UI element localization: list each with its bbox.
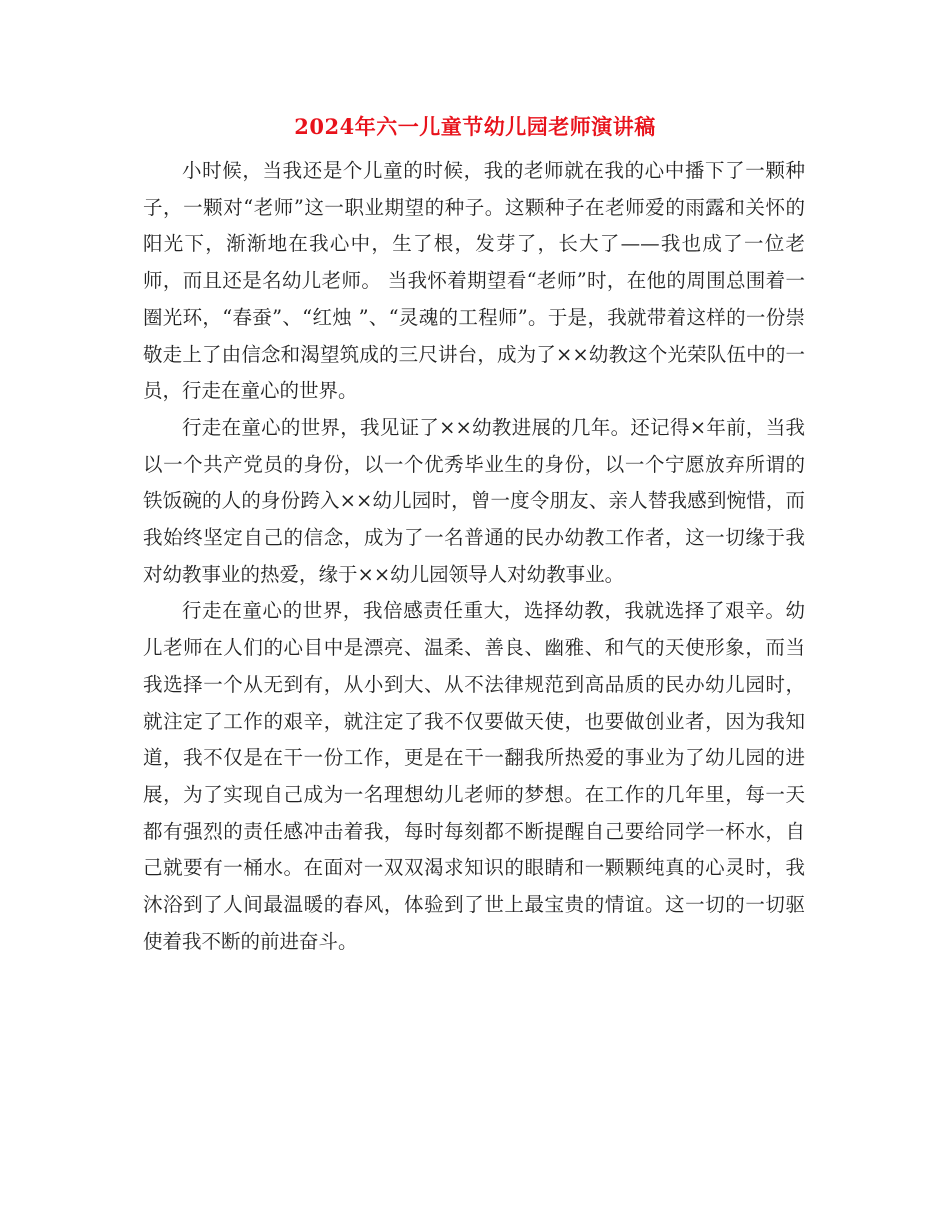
document-title: 2024年六一儿童节幼儿园老师演讲稿 (294, 114, 656, 139)
paragraph: 行走在童心的世界，我见证了××幼教进展的几年。还记得×年前，当我以一个共产党员的身份，以一个优秀毕业生的身份，以一个宁愿放弃所谓的铁饭碗的人的身份跨入××幼儿园时，曾一度令朋友、亲人替我感到惋惜，而我始终坚定自己的信念，成为了一名普通的民办幼教工作者，这一切缘于我对幼教事业的热爱，缘于××幼儿园领导人对幼教事业。 (143, 415, 805, 586)
paragraph: 小时候，当我还是个儿童的时候，我的老师就在我的心中播下了一颗种子，一颗对“老师”这一职业期望的种子。这颗种子在老师爱的雨露和关怀的阳光下，渐渐地在我心中，生了根，发芽了，长大了——我也成了一位老师，而且还是名幼儿老师。 当我怀着期望看“老师”时，在他的周围总围着一圈光环，“春蚕”、“红烛 ”、“灵魂的工程师”。于是，我就带着这样的一份崇敬走上了由信念和渴望筑成的三尺讲台，成为了××幼教这个光荣队伍中的一员，行走在童心的世界。 (143, 159, 805, 403)
paragraph: 行走在童心的世界，我倍感责任重大，选择幼教，我就选择了艰辛。幼儿老师在人们的心目中是漂亮、温柔、善良、幽雅、和气的天使形象，而当我选择一个从无到有，从小到大、从不法律规范到高品质的民办幼儿园时，就注定了工作的艰辛，就注定了我不仅要做天使，也要做创业者，因为我知道，我不仅是在干一份工作，更是在干一翻我所热爱的事业为了幼儿园的进展，为了实现自己成为一名理想幼儿老师的梦想。在工作的几年里，每一天都有强烈的责任感冲击着我，每时每刻都不断提醒自己要给同学一杯水，自己就要有一桶水。在面对一双双渴求知识的眼睛和一颗颗纯真的心灵时，我沐浴到了人间最温暖的春风，体验到了世上最宝贵的情谊。这一切的一切驱使着我不断的前进奋斗。 (143, 599, 805, 953)
document-body (143, 153, 805, 960)
